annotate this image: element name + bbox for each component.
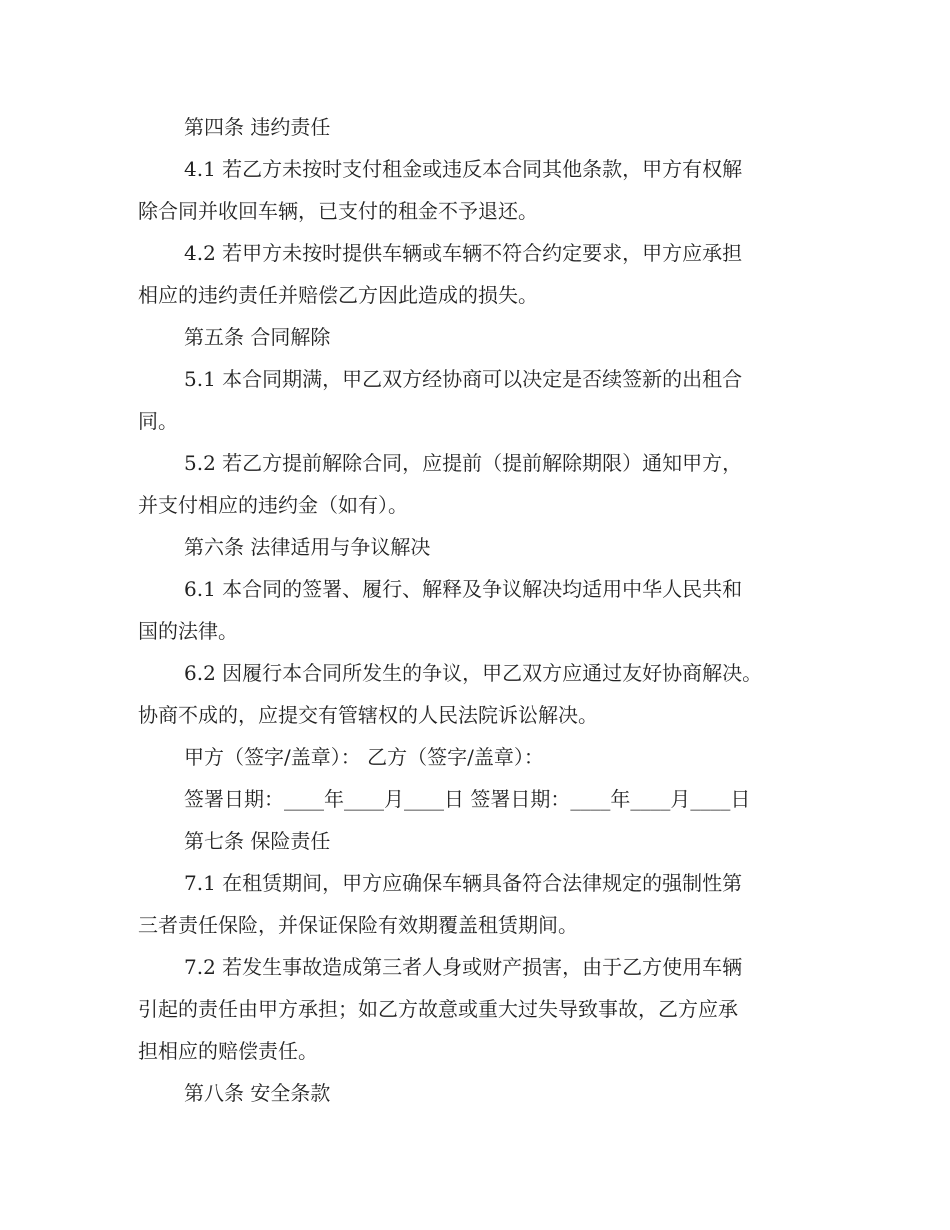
clause-line: 4.1 若乙方未按时支付租金或违反本合同其他条款，甲方有权解	[184, 157, 743, 181]
clause-line: 6.1 本合同的签署、履行、解释及争议解决均适用中华人民共和	[184, 577, 743, 601]
clause-line: 6.2 因履行本合同所发生的争议，甲乙双方应通过友好协商解决。	[184, 661, 763, 685]
article-heading: 第七条 保险责任	[184, 829, 331, 853]
clause-line: 7.1 在租赁期间，甲方应确保车辆具备符合法律规定的强制性第	[184, 871, 743, 895]
clause-line: 同。	[138, 409, 178, 433]
clause-line: 5.1 本合同期满，甲乙双方经协商可以决定是否续签新的出租合	[184, 367, 743, 391]
document-body	[138, 106, 838, 1114]
clause-line: 国的法律。	[138, 619, 238, 643]
clause-line: 5.2 若乙方提前解除合同，应提前（提前解除期限）通知甲方，	[184, 451, 743, 475]
article-heading: 第六条 法律适用与争议解决	[184, 535, 431, 559]
clause-line: 引起的责任由甲方承担；如乙方故意或重大过失导致事故，乙方应承	[138, 997, 738, 1021]
clause-line: 4.2 若甲方未按时提供车辆或车辆不符合约定要求，甲方应承担	[184, 241, 743, 265]
article-heading: 第八条 安全条款	[184, 1081, 331, 1105]
clause-line: 并支付相应的违约金（如有）。	[138, 493, 408, 517]
signature-line: 甲方（签字/盖章）： 乙方（签字/盖章）：	[184, 745, 544, 769]
clause-line: 相应的违约责任并赔偿乙方因此造成的损失。	[138, 283, 538, 307]
article-heading: 第五条 合同解除	[184, 325, 331, 349]
clause-line: 7.2 若发生事故造成第三者人身或财产损害，由于乙方使用车辆	[184, 955, 743, 979]
clause-line: 三者责任保险，并保证保险有效期覆盖租赁期间。	[138, 913, 578, 937]
article-heading: 第四条 违约责任	[184, 115, 331, 139]
signing-date-line: 签署日期：____年____月____日 签署日期：____年____月____日	[184, 787, 751, 811]
clause-line: 除合同并收回车辆，已支付的租金不予退还。	[138, 199, 538, 223]
clause-line: 担相应的赔偿责任。	[138, 1039, 318, 1063]
clause-line: 协商不成的，应提交有管辖权的人民法院诉讼解决。	[138, 703, 598, 727]
